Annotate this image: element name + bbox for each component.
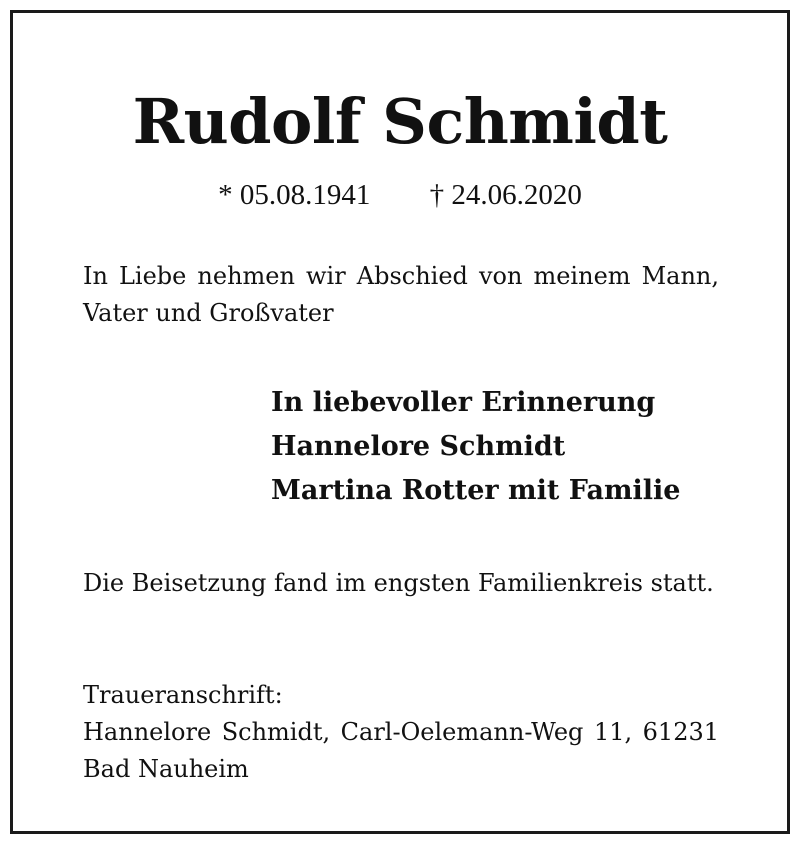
burial-note: Die Beisetzung fand im engsten Familienkreis statt. — [83, 569, 714, 597]
life-dates — [13, 178, 787, 212]
mourning-address: Hannelore Schmidt, Carl-Oelemann-Weg 11, 61231 Bad Nauheim — [83, 718, 719, 783]
remembrance-line: In liebevoller Erinnerung — [271, 387, 656, 418]
mourning-address-block — [83, 677, 719, 788]
death-date: † 24.06.2020 — [429, 179, 582, 211]
address-label: Traueranschrift: — [83, 681, 283, 709]
mourner-name: Martina Rotter mit Familie — [271, 475, 681, 506]
mourners-block — [271, 381, 680, 513]
obituary-notice — [10, 10, 790, 834]
farewell-text: In Liebe nehmen wir Abschied von meinem Mann, Vater und Großvater — [83, 262, 719, 327]
deceased-name: Rudolf Schmidt — [132, 85, 668, 158]
mourner-name: Hannelore Schmidt — [271, 431, 566, 462]
birth-date: * 05.08.1941 — [218, 179, 371, 211]
